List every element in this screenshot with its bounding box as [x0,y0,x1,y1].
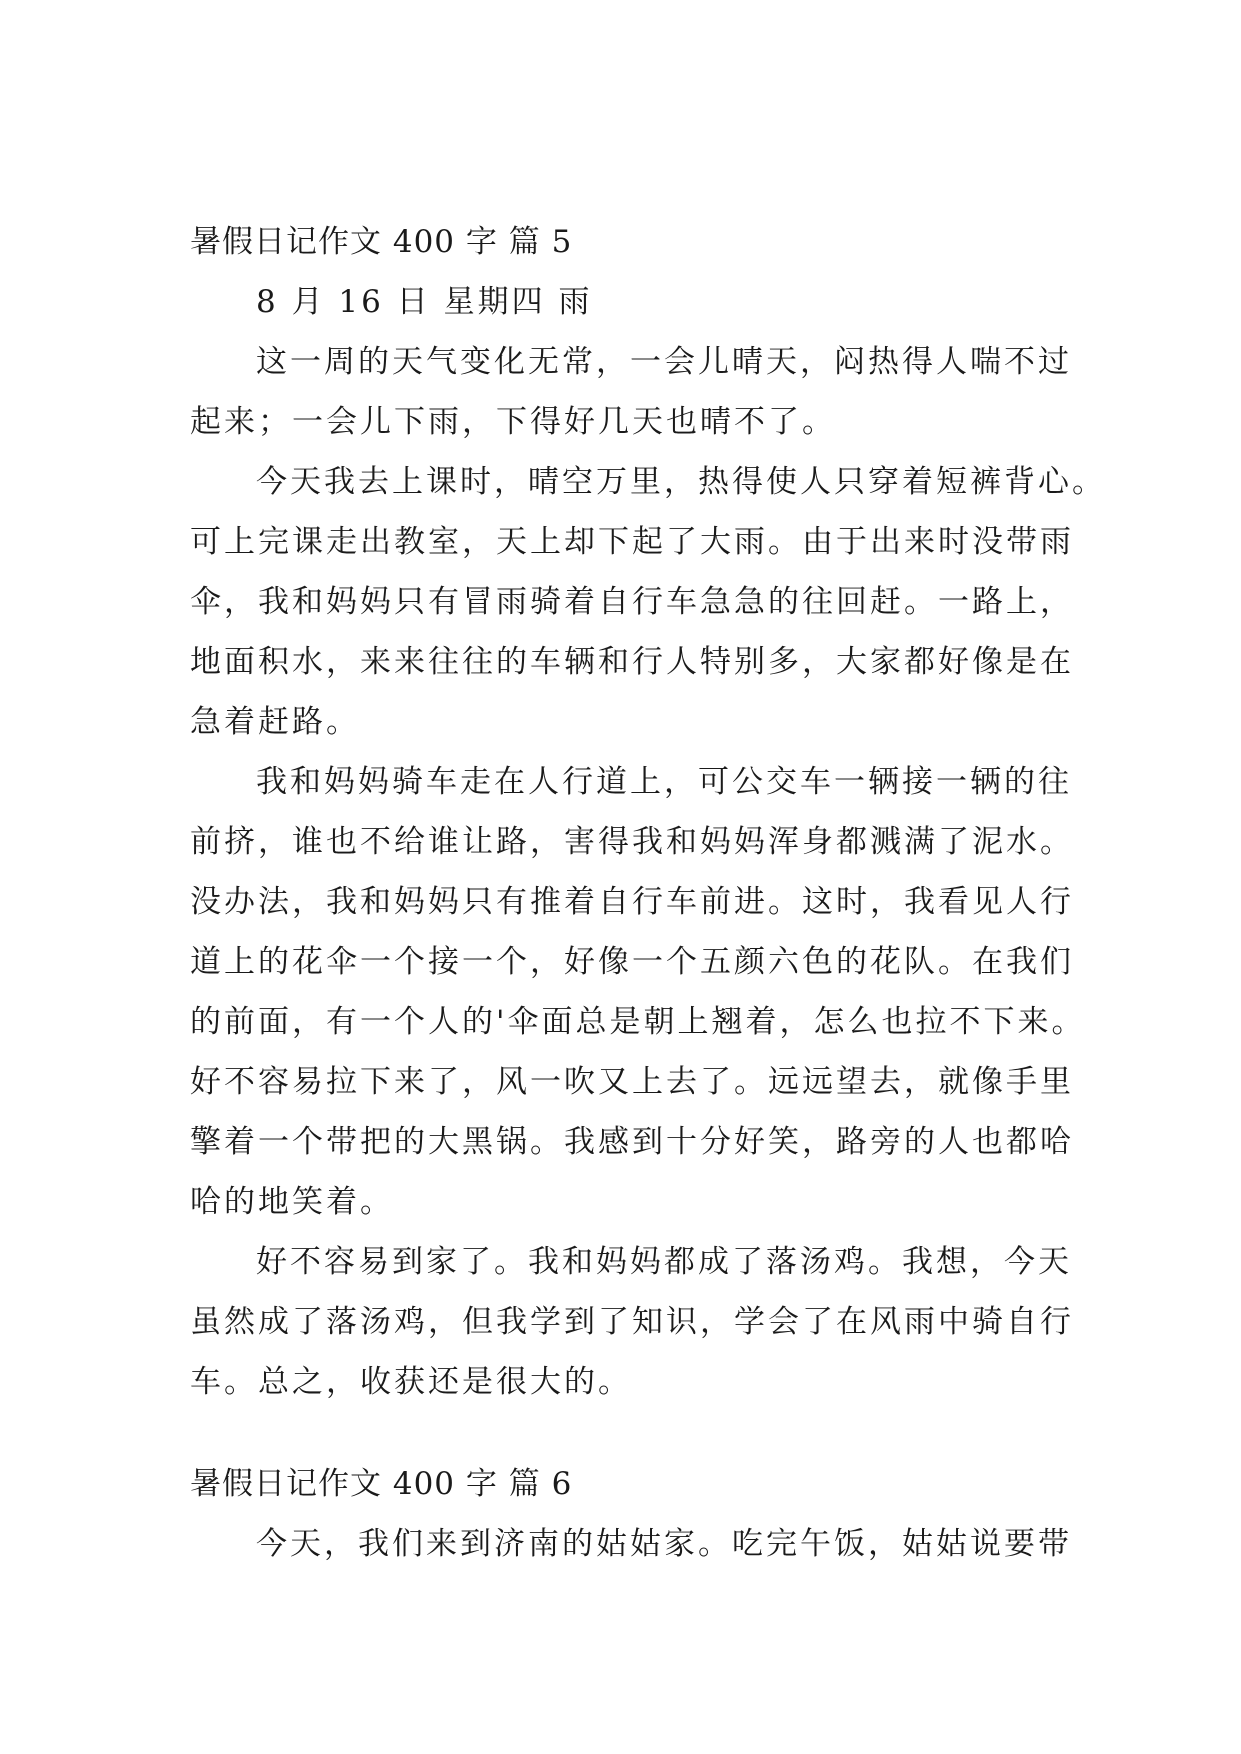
paragraph-line: 道上的花伞一个接一个，好像一个五颜六色的花队。在我们 [190,944,1074,980]
paragraph-line: 擎着一个带把的大黑锅。我感到十分好笑，路旁的人也都哈 [190,1124,1074,1160]
paragraph-line: 的前面，有一个人的'伞面总是朝上翘着，怎么也拉不下来。 [190,1004,1086,1040]
paragraph-line: 哈的地笑着。 [190,1184,394,1220]
paragraph-line: 车。总之，收获还是很大的。 [190,1364,632,1400]
paragraph-line: 好不容易到家了。我和妈妈都成了落汤鸡。我想，今天 [256,1244,1072,1280]
paragraph-line: 今天我去上课时，晴空万里，热得使人只穿着短裤背心。 [256,464,1106,500]
paragraph-line: 今天，我们来到济南的姑姑家。吃完午饭，姑姑说要带 [256,1526,1072,1562]
paragraph-line: 虽然成了落汤鸡，但我学到了知识，学会了在风雨中骑自行 [190,1304,1074,1340]
paragraph-line: 前挤，谁也不给谁让路，害得我和妈妈浑身都溅满了泥水。 [190,824,1074,860]
section-5-heading: 暑假日记作文 400 字 篇 5 [190,224,573,260]
diary-date-line: 8 月 16 日 星期四 雨 [256,284,593,320]
paragraph-line: 急着赶路。 [190,704,360,740]
paragraph-line: 可上完课走出教室，天上却下起了大雨。由于出来时没带雨 [190,524,1074,560]
paragraph-line: 我和妈妈骑车走在人行道上，可公交车一辆接一辆的往 [256,764,1072,800]
paragraph-line: 没办法，我和妈妈只有推着自行车前进。这时，我看见人行 [190,884,1074,920]
paragraph-line: 地面积水，来来往往的车辆和行人特别多，大家都好像是在 [190,644,1074,680]
paragraph-line: 伞，我和妈妈只有冒雨骑着自行车急急的往回赶。一路上， [190,584,1074,620]
paragraph-line: 起来；一会儿下雨，下得好几天也晴不了。 [190,404,836,440]
section-6-heading: 暑假日记作文 400 字 篇 6 [190,1466,573,1502]
paragraph-line: 这一周的天气变化无常，一会儿晴天，闷热得人喘不过 [256,344,1072,380]
paragraph-line: 好不容易拉下来了，风一吹又上去了。远远望去，就像手里 [190,1064,1074,1100]
